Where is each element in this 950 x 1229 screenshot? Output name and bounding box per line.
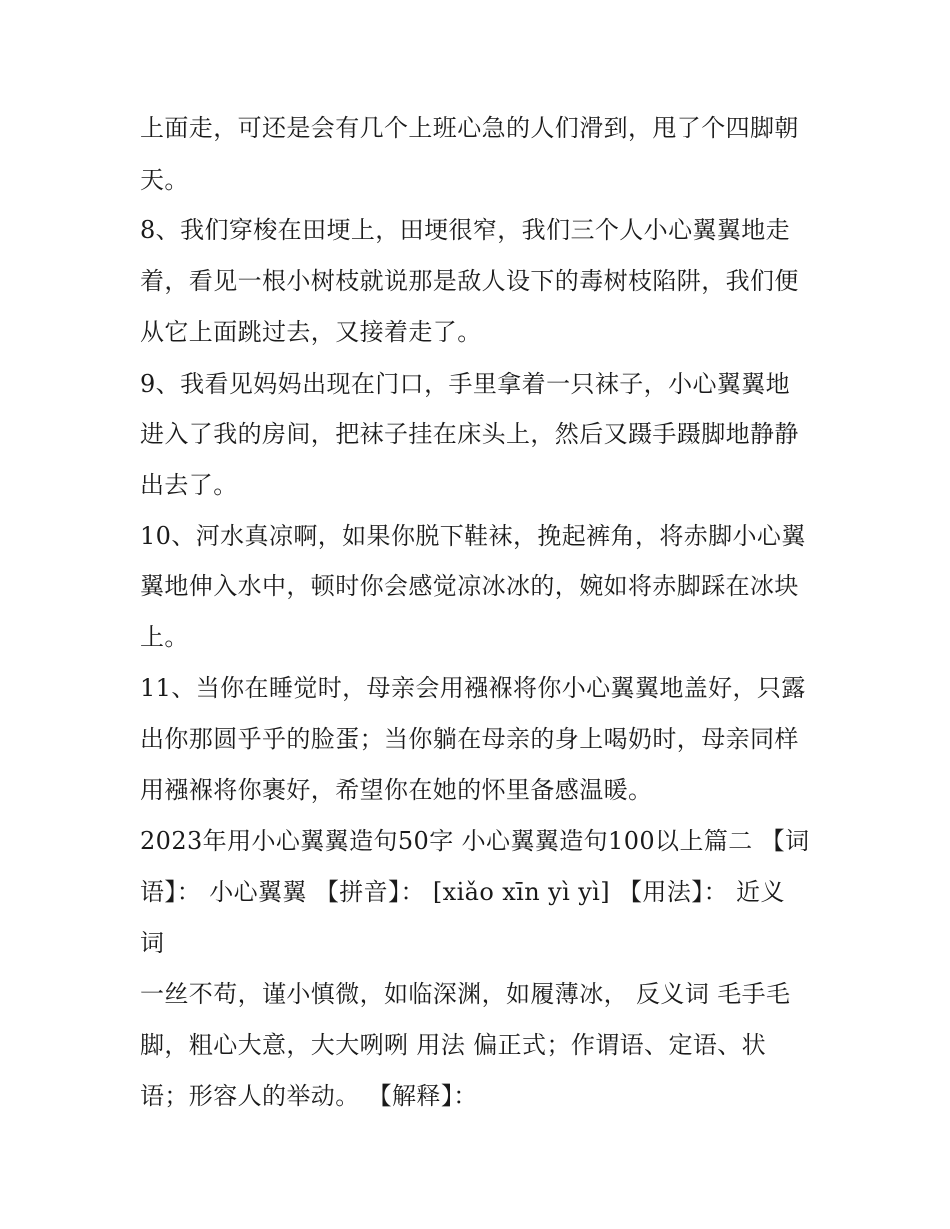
text-line: 出去了。 <box>140 471 238 499</box>
text-line: 上。 <box>140 623 189 651</box>
text-line: 天。 <box>140 166 189 194</box>
text-line: 翼地伸入水中，顿时你会感觉凉冰冰的，婉如将赤脚踩在冰块 <box>140 572 799 600</box>
text-line: 9、我看见妈妈出现在门口，手里拿着一只袜子，小心翼翼地 <box>140 370 791 398</box>
text-line: 2023年用小心翼翼造句50字 小心翼翼造句100以上篇二 【词 <box>140 827 810 855</box>
text-line: 语】： 小心翼翼 【拼音】： [xiǎo xīn yì yì] 【用法】： 近义 <box>140 878 785 906</box>
text-line: 出你那圆乎乎的脸蛋；当你躺在母亲的身上喝奶时，母亲同样 <box>140 725 799 753</box>
text-line: 11、当你在睡觉时，母亲会用襁褓将你小心翼翼地盖好，只露 <box>140 674 806 702</box>
text-line: 上面走，可还是会有几个上班心急的人们滑到，甩了个四脚朝 <box>140 114 799 142</box>
text-line: 词 <box>140 929 165 957</box>
text-line: 用襁褓将你裹好，希望你在她的怀里备感温暖。 <box>140 776 653 804</box>
text-line: 一丝不苟，谨小慎微，如临深渊，如履薄冰， 反义词 毛手毛 <box>140 980 791 1008</box>
text-line: 从它上面跳过去，又接着走了。 <box>140 318 482 346</box>
text-line: 语；形容人的举动。 【解释】： <box>140 1082 478 1110</box>
text-line: 着，看见一根小树枝就说那是敌人设下的毒树枝陷阱，我们便 <box>140 267 799 295</box>
text-line: 8、我们穿梭在田埂上，田埂很窄，我们三个人小心翼翼地走 <box>140 216 791 244</box>
text-line: 进入了我的房间，把袜子挂在床头上，然后又蹑手蹑脚地静静 <box>140 420 799 448</box>
text-line: 脚，粗心大意，大大咧咧 用法 偏正式；作谓语、定语、状 <box>140 1031 767 1059</box>
text-line: 10、河水真凉啊，如果你脱下鞋袜，挽起裤角，将赤脚小心翼 <box>140 522 806 550</box>
